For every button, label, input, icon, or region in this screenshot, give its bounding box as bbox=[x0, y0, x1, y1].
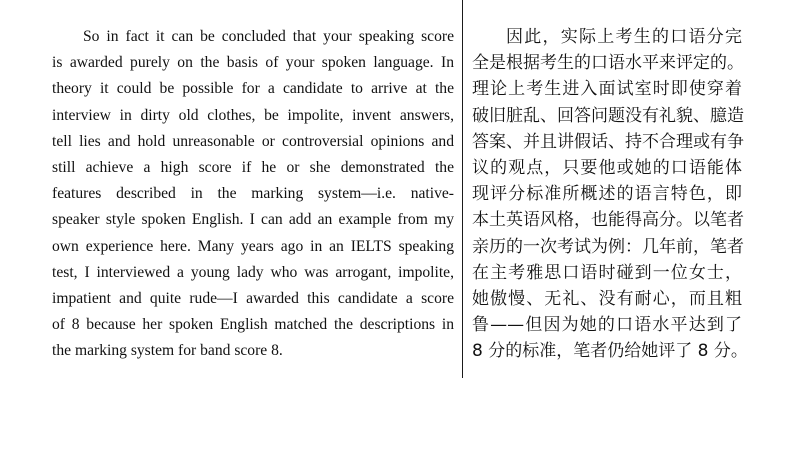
chinese-line: 在主考雅思口语时碰到一位女士， bbox=[472, 262, 742, 283]
chinese-line: 鲁——但因为她的口语水平达到了 bbox=[472, 315, 742, 336]
english-line: impatient and quite rude—I awarded this candidate a score bbox=[52, 289, 454, 307]
chinese-line: 理论上考生进入面试室时即使穿着 bbox=[472, 79, 742, 100]
chinese-line: 亲历的一次考试为例：几年前，笔者 bbox=[472, 236, 744, 257]
english-line: So in fact it can be concluded that your speaking score bbox=[83, 28, 454, 45]
chinese-line: 因此，实际上考生的口语分完 bbox=[506, 27, 742, 47]
english-line: own experience here. Many years ago in an IELTS speaking bbox=[52, 237, 454, 255]
chinese-line: 全是根据考生的口语水平来评定的。 bbox=[472, 53, 744, 74]
english-line: still achieve a high score if he or she demonstrated the bbox=[52, 158, 454, 176]
chinese-line: 她傲慢、无礼、没有耐心，而且粗 bbox=[472, 288, 742, 309]
chinese-line: 8 分的标准，笔者仍给她评了 8 分。 bbox=[472, 341, 748, 362]
english-line: tell lies and hold unreasonable or controversial opinions and bbox=[52, 132, 454, 150]
chinese-line: 议的观点，只要他或她的口语能体 bbox=[472, 157, 742, 178]
english-line: is awarded purely on the basis of your spoken language. In bbox=[52, 54, 454, 72]
column-divider bbox=[462, 0, 463, 378]
english-line: of 8 because her spoken English matched the descriptions in bbox=[52, 316, 454, 334]
english-line: theory it could be possible for a candidate to arrive at the bbox=[52, 80, 454, 98]
chinese-line: 本土英语风格，也能得高分。以笔者 bbox=[472, 210, 744, 231]
english-line: speaker style spoken English. I can add an example from my bbox=[52, 211, 454, 229]
english-line: features described in the marking system—i.e. native- bbox=[52, 185, 454, 203]
chinese-line: 破旧脏乱、回答问题没有礼貌、臆造 bbox=[472, 105, 744, 126]
chinese-column bbox=[472, 24, 748, 364]
english-line: interview in dirty old clothes, be impolite, invent answers, bbox=[52, 106, 454, 124]
chinese-line: 答案、并且讲假话、持不合理或有争 bbox=[472, 131, 744, 152]
english-line: test, I interviewed a young lady who was arrogant, impolite, bbox=[52, 263, 454, 281]
english-column bbox=[52, 24, 454, 364]
chinese-line: 现评分标准所概述的语言特色，即 bbox=[472, 184, 742, 205]
english-line: the marking system for band score 8. bbox=[52, 342, 283, 360]
